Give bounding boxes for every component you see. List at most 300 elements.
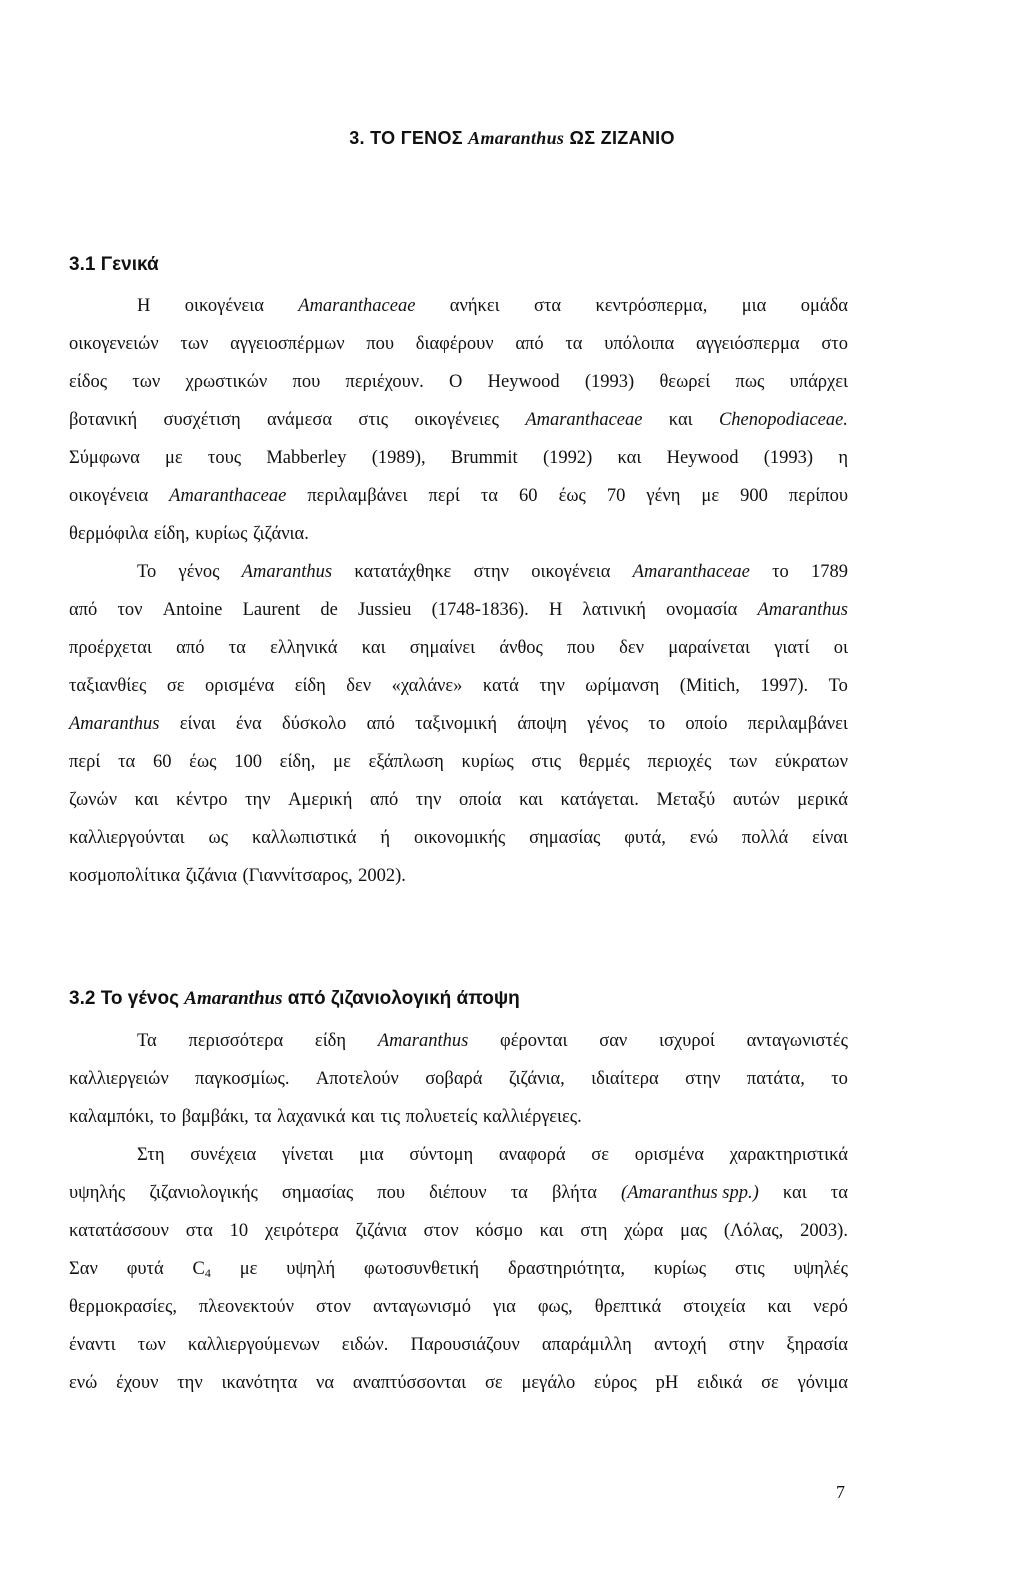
- chapter-title: [0, 128, 1024, 149]
- word: (Λόλας,: [723, 1221, 784, 1241]
- word: (Amaranthus spp.): [621, 1183, 759, 1203]
- word: και: [668, 410, 693, 430]
- text-line: [69, 363, 848, 401]
- word: από: [515, 334, 544, 354]
- word: οικογένεια: [531, 562, 611, 582]
- text-line: [69, 705, 848, 743]
- word: μαραίνεται: [668, 638, 750, 658]
- word: περιέχουν.: [345, 372, 424, 392]
- word: χαρακτηριστικά: [729, 1145, 848, 1165]
- word: τις: [380, 1107, 401, 1127]
- word: Amaranthus: [377, 1031, 469, 1051]
- word: με: [333, 752, 351, 772]
- word: Antoine: [162, 600, 223, 620]
- word: έως: [558, 486, 586, 506]
- word: 1997).: [760, 676, 809, 696]
- word: Chenopodiaceae.: [718, 410, 848, 430]
- word: και: [539, 1221, 564, 1241]
- word: τα: [565, 334, 583, 354]
- word: άνθος: [499, 638, 543, 658]
- word: υπάρχει: [789, 372, 848, 392]
- word: Μεταξύ: [656, 790, 716, 810]
- word: το: [648, 714, 666, 734]
- text-line: [69, 629, 848, 667]
- text-line: [69, 477, 848, 515]
- word: αυτών: [732, 790, 780, 810]
- word: τα: [480, 486, 498, 506]
- word: είδη,: [153, 524, 190, 544]
- word: κατά: [482, 676, 519, 696]
- word: γόνιμα: [797, 1373, 848, 1393]
- word: εύκρατων: [774, 752, 848, 772]
- word: καλλιέργειες.: [482, 1107, 582, 1127]
- word: τον: [117, 600, 143, 620]
- word: Σαν: [69, 1259, 98, 1279]
- chapter-number: 3.: [349, 128, 365, 148]
- word: στα: [533, 296, 562, 316]
- word: στην: [728, 1335, 765, 1355]
- word: ζωνών: [69, 790, 118, 810]
- section-heading-3-1: [69, 254, 159, 276]
- text-line: [69, 553, 848, 591]
- word: de: [320, 600, 338, 620]
- word: συσχέτιση: [163, 410, 241, 430]
- word: γιατί: [774, 638, 810, 658]
- word: (1989),: [371, 448, 426, 468]
- word: ορισμένα: [634, 1145, 704, 1165]
- word: $C_4$: [192, 1259, 211, 1280]
- word: (1748-1836).: [431, 600, 529, 620]
- word: οικογένεια: [69, 486, 149, 506]
- word: υψηλής: [69, 1183, 126, 1203]
- word: των: [180, 334, 209, 354]
- word: 60: [519, 486, 538, 506]
- word: το: [159, 1107, 177, 1127]
- word: υπόλοιπα: [604, 334, 675, 354]
- word: ελληνικά: [270, 638, 338, 658]
- word: γίνεται: [281, 1145, 334, 1165]
- word: πατάτα,: [746, 1069, 805, 1089]
- word: ζιζάνια: [185, 866, 237, 886]
- word: ζιζανιολογικής: [149, 1183, 258, 1203]
- text-line: [69, 325, 848, 363]
- word: το: [772, 562, 789, 582]
- word: (1993): [584, 372, 635, 392]
- word: σε: [484, 1373, 503, 1393]
- word: είναι: [812, 828, 848, 848]
- word: χειρότερα: [265, 1221, 339, 1241]
- word: η: [838, 448, 848, 468]
- word: φυτά: [126, 1259, 164, 1279]
- word: Amaranthus: [69, 714, 160, 734]
- word: ταξιανθίες: [69, 676, 147, 696]
- word: περί: [428, 486, 460, 506]
- word: ειδικά: [696, 1373, 743, 1393]
- word: άποψη: [517, 714, 567, 734]
- word: κυρίως: [195, 524, 248, 544]
- word: στον: [423, 1221, 459, 1241]
- word: ανταγωνιστές: [746, 1031, 848, 1051]
- word: χώρα: [624, 1221, 664, 1241]
- word: με: [165, 448, 183, 468]
- word: 70: [606, 486, 626, 506]
- word: ζιζάνια,: [508, 1069, 565, 1089]
- word: οι: [833, 638, 848, 658]
- word: ικανότητα: [221, 1373, 298, 1393]
- word: περιοχές: [647, 752, 712, 772]
- word: και: [134, 790, 159, 810]
- word: Jussieu: [357, 600, 412, 620]
- word: μας: [680, 1221, 707, 1241]
- section-number: 3.2: [69, 988, 96, 1009]
- section-title-genus: Amaranthus: [184, 988, 283, 1009]
- word: χρωστικών: [185, 372, 268, 392]
- word: θερμοκρασίες,: [69, 1297, 177, 1317]
- word: που: [377, 1183, 405, 1203]
- word: σημασίας: [281, 1183, 354, 1203]
- word: αγγειοσπέρμων: [230, 334, 345, 354]
- word: θρεπτικά: [594, 1297, 662, 1317]
- word: 2002).: [358, 866, 406, 886]
- word: εύρος: [594, 1373, 637, 1393]
- word: ενώ: [689, 828, 719, 848]
- word: είναι: [179, 714, 216, 734]
- word: τα: [830, 1183, 848, 1203]
- word: κατατάσσουν: [69, 1221, 169, 1241]
- word: με: [701, 486, 720, 506]
- word: Brummit: [450, 448, 518, 468]
- word: κέντρο: [176, 790, 228, 810]
- word: κυρίως: [653, 1259, 707, 1279]
- word: το: [831, 1069, 848, 1089]
- word: Ο: [449, 372, 463, 392]
- text-line: [69, 1326, 848, 1364]
- section-title-prefix: Το γένος: [100, 988, 179, 1009]
- word: ταξινομική: [415, 714, 498, 734]
- word: πολλά: [741, 828, 789, 848]
- word: βλήτα: [551, 1183, 597, 1203]
- word: αντοχή: [654, 1335, 707, 1355]
- word: κατάγεται.: [560, 790, 639, 810]
- text-line: [69, 287, 848, 325]
- word: σε: [761, 1373, 779, 1393]
- word: των: [137, 1335, 166, 1355]
- chapter-title-genus: Amaranthus: [468, 128, 565, 148]
- word: περί: [69, 752, 101, 772]
- word: στην: [473, 562, 510, 582]
- word: τα: [510, 1183, 528, 1203]
- word: οικογένειες: [414, 410, 499, 430]
- word: ανάμεσα: [266, 410, 333, 430]
- word: προέρχεται: [69, 638, 152, 658]
- word: και: [350, 1107, 375, 1127]
- word: Heywood: [666, 448, 739, 468]
- word: οικογενειών: [69, 334, 159, 354]
- text-line: [69, 1364, 848, 1402]
- word: μεγάλο: [521, 1373, 576, 1393]
- word: δύσκολο: [282, 714, 347, 734]
- word: ανήκει: [449, 296, 500, 316]
- word: Mabberley: [266, 448, 347, 468]
- word: φέρονται: [500, 1031, 568, 1051]
- word: ένα: [235, 714, 262, 734]
- section-title-suffix: από ζιζανιολογική άποψη: [287, 988, 520, 1009]
- word: στο: [821, 334, 848, 354]
- text-line: [69, 667, 848, 705]
- text-line: [69, 781, 848, 819]
- word: αγγειόσπερμα: [695, 334, 800, 354]
- word: για: [493, 1297, 516, 1317]
- word: Amaranthus: [757, 600, 848, 620]
- word: 900: [740, 486, 768, 506]
- section-3-2-body: [69, 1022, 848, 1402]
- word: φωτοσυνθετική: [364, 1259, 480, 1279]
- word: και: [617, 448, 642, 468]
- word: καλλιεργούμενων: [187, 1335, 320, 1355]
- word: και: [361, 638, 386, 658]
- word: ανταγωνισμό: [372, 1297, 472, 1317]
- word: είδος: [69, 372, 108, 392]
- word: (Mitich,: [679, 676, 740, 696]
- text-line: [69, 401, 848, 439]
- word: έναντι: [69, 1335, 116, 1355]
- word: (1993): [763, 448, 814, 468]
- word: την: [539, 676, 565, 696]
- word: σαν: [599, 1031, 628, 1051]
- text-line: [69, 439, 848, 477]
- word: λατινική: [582, 600, 646, 620]
- word: Στη: [137, 1145, 165, 1165]
- word: και: [782, 1183, 807, 1203]
- word: Amaranthaceae: [632, 562, 750, 582]
- word: (1992): [542, 448, 593, 468]
- text-line: [69, 1212, 848, 1250]
- word: στις: [734, 1259, 765, 1279]
- word: λαχανικά: [277, 1107, 346, 1127]
- text-line: [69, 1288, 848, 1326]
- word: καλλιεργούνται: [69, 828, 185, 848]
- word: σύντομη: [409, 1145, 474, 1165]
- word: Αποτελούν: [315, 1069, 399, 1089]
- word: παγκοσμίως.: [195, 1069, 290, 1089]
- text-line: [69, 819, 848, 857]
- word: Το: [828, 676, 848, 696]
- word: περιλαμβάνει: [747, 714, 848, 734]
- word: και: [767, 1297, 792, 1317]
- word: θερμόφιλα: [69, 524, 149, 544]
- word: πολυετείς: [405, 1107, 478, 1127]
- text-line: [69, 1098, 848, 1136]
- word: περισσότερα: [188, 1031, 284, 1051]
- word: κατατάχθηκε: [354, 562, 452, 582]
- word: καλλιεργειών: [69, 1069, 169, 1089]
- word: τα: [228, 638, 246, 658]
- word: ισχυροί: [659, 1031, 715, 1051]
- word: ξηρασία: [786, 1335, 848, 1355]
- word: που: [292, 372, 321, 392]
- word: στη: [580, 1221, 608, 1241]
- word: κυρίως: [461, 752, 514, 772]
- word: Αμερική: [288, 790, 353, 810]
- word: ομάδα: [800, 296, 848, 316]
- word: μια: [359, 1145, 384, 1165]
- word: την: [177, 1373, 203, 1393]
- word: (Γιαννίτσαρος,: [242, 866, 353, 886]
- word: δεν: [619, 638, 644, 658]
- text-line: [69, 591, 848, 629]
- word: είδη: [314, 1031, 347, 1051]
- word: πως: [735, 372, 765, 392]
- word: ειδών.: [341, 1335, 389, 1355]
- word: την: [245, 790, 271, 810]
- word: καλαμπόκι,: [69, 1107, 154, 1127]
- section-number: 3.1: [69, 254, 96, 275]
- word: σοβαρά: [425, 1069, 483, 1089]
- text-line: [69, 1060, 848, 1098]
- word: από: [176, 638, 205, 658]
- word: ορισμένα: [205, 676, 275, 696]
- word: ζιζάνια: [355, 1221, 407, 1241]
- word: 60: [152, 752, 172, 772]
- word: κοσμοπολίτικα: [69, 866, 181, 886]
- section-title: Γενικά: [100, 254, 159, 275]
- word: 2003).: [800, 1221, 848, 1241]
- word: στα: [185, 1221, 213, 1241]
- word: ονομασία: [666, 600, 738, 620]
- word: είδη,: [279, 752, 316, 772]
- word: Το: [137, 562, 157, 582]
- word: τα: [118, 752, 136, 772]
- chapter-title-prefix: ΤΟ ΓΕΝΟΣ: [370, 128, 463, 148]
- text-line: [69, 743, 848, 781]
- word: δραστηριότητα,: [507, 1259, 626, 1279]
- word: σημαίνει: [409, 638, 476, 658]
- word: περίπου: [788, 486, 848, 506]
- word: υψηλές: [793, 1259, 848, 1279]
- text-line: [69, 857, 848, 895]
- word: βοτανική: [69, 410, 138, 430]
- word: Τα: [137, 1031, 157, 1051]
- word: θερμές: [578, 752, 630, 772]
- word: υψηλή: [286, 1259, 336, 1279]
- text-line: [69, 515, 848, 553]
- word: εξάπλωση: [368, 752, 444, 772]
- word: φως,: [537, 1297, 573, 1317]
- word: βαμβάκι,: [181, 1107, 249, 1127]
- word: περιλαμβάνει: [307, 486, 408, 506]
- word: φυτά,: [624, 828, 666, 848]
- word: οικονομικής: [413, 828, 506, 848]
- word: 1789: [811, 562, 848, 582]
- word: πλεονεκτούν: [198, 1297, 294, 1317]
- word: κόσμο: [475, 1221, 523, 1241]
- word: των: [132, 372, 161, 392]
- word: διαφέρουν: [415, 334, 494, 354]
- chapter-title-suffix: ΩΣ ΖΙΖΑΝΙΟ: [569, 128, 675, 148]
- word: μια: [741, 296, 767, 316]
- word: μερικά: [797, 790, 848, 810]
- section-heading-3-2: [69, 988, 520, 1010]
- word: στην: [685, 1069, 721, 1089]
- word: την: [415, 790, 442, 810]
- word: από: [366, 714, 395, 734]
- word: στοιχεία: [683, 1297, 746, 1317]
- word: στον: [315, 1297, 351, 1317]
- word: γένη: [646, 486, 681, 506]
- word: Amaranthaceae: [298, 296, 416, 316]
- word: ζιζάνια.: [252, 524, 309, 544]
- page-number: 7: [836, 1482, 845, 1502]
- word: Amaranthus: [241, 562, 333, 582]
- word: να: [315, 1373, 335, 1393]
- word: ή: [380, 828, 391, 848]
- word: ως: [208, 828, 229, 848]
- word: αναπτύσσονται: [352, 1373, 467, 1393]
- word: αναφορά: [498, 1145, 566, 1165]
- section-3-1-body: [69, 287, 848, 895]
- word: ιδιαίτερα: [591, 1069, 659, 1089]
- word: στις: [358, 410, 389, 430]
- word: Παρουσιάζουν: [410, 1335, 520, 1355]
- word: Η: [548, 600, 563, 620]
- word: με: [239, 1259, 258, 1279]
- word: 100: [234, 752, 262, 772]
- word: Η: [137, 296, 151, 316]
- word: σε: [166, 676, 185, 696]
- word: Heywood: [487, 372, 560, 392]
- word: καλλωπιστικά: [251, 828, 357, 848]
- word: από: [69, 600, 98, 620]
- word: είδη: [294, 676, 326, 696]
- word: κεντρόσπερμα,: [595, 296, 708, 316]
- word: σε: [591, 1145, 609, 1165]
- word: που: [567, 638, 595, 658]
- word: «χαλάνε»: [391, 676, 463, 696]
- word: από: [370, 790, 399, 810]
- word: στις: [531, 752, 562, 772]
- word: pH: [655, 1373, 679, 1393]
- word: Amaranthaceae: [169, 486, 287, 506]
- word: και: [519, 790, 543, 810]
- word: που: [366, 334, 395, 354]
- word: των: [729, 752, 758, 772]
- word: διέπουν: [429, 1183, 487, 1203]
- word: δεν: [346, 676, 372, 696]
- word: γένος: [178, 562, 220, 582]
- word: οποία: [458, 790, 502, 810]
- word: νερό: [813, 1297, 848, 1317]
- word: οικογένεια: [184, 296, 264, 316]
- word: Amaranthaceae: [525, 410, 643, 430]
- text-line: [69, 1022, 848, 1060]
- word: ωρίμανση: [585, 676, 660, 696]
- text-line: [69, 1174, 848, 1212]
- word: Laurent: [242, 600, 301, 620]
- word: έχουν: [116, 1373, 159, 1393]
- word: τους: [207, 448, 242, 468]
- text-line: [69, 1136, 848, 1174]
- word: συνέχεια: [190, 1145, 257, 1165]
- word: έως: [189, 752, 217, 772]
- word: Σύμφωνα: [69, 448, 140, 468]
- word: οποίο: [685, 714, 728, 734]
- word: απαράμιλλη: [541, 1335, 632, 1355]
- word: ενώ: [69, 1373, 98, 1393]
- text-line: [69, 1250, 848, 1288]
- word: γένος: [587, 714, 629, 734]
- word: θεωρεί: [659, 372, 711, 392]
- word: 10: [229, 1221, 249, 1241]
